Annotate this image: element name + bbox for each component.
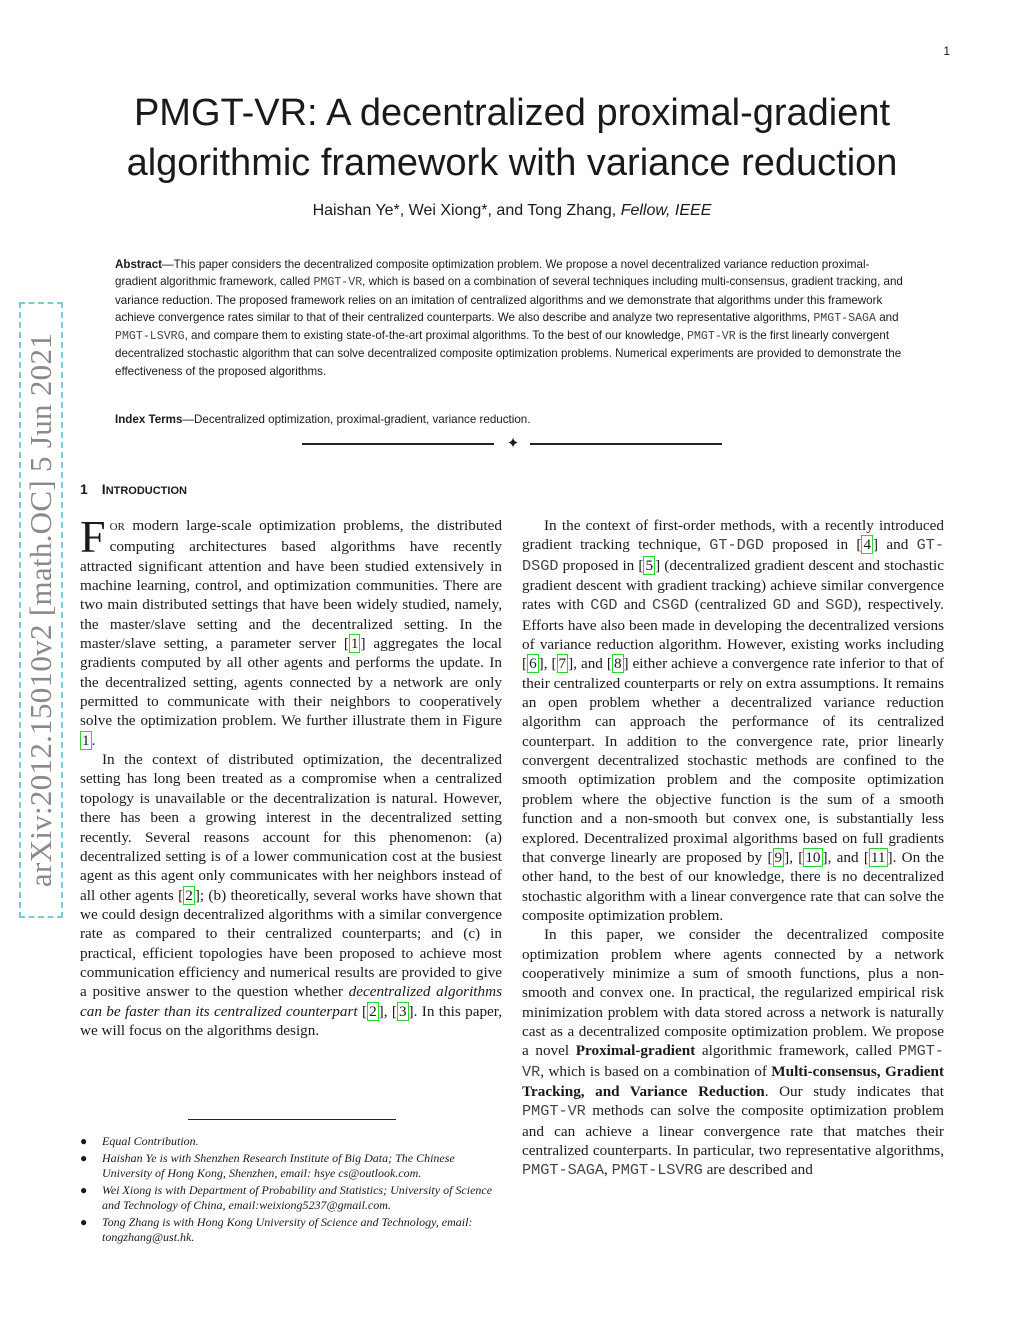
text-run: In the context of distributed optimization, the decentralized setting has long been treated as a compromise when a centralized topology is unavailable or the decentralization is natural. However, there has been a growing interest in the decentralized setting recently. Several reasons account for this phenomenon: (a) decentralized setting is of a lower communication cost at the busiest agent as this agent only communicates with her neighbors instead of all other agents <box>80 751 502 904</box>
index-terms-label: Index Terms <box>115 413 183 426</box>
text-run: (centralized <box>688 596 773 614</box>
index-terms <box>115 413 905 426</box>
text-run: In this paper, we consider the decentralized composite optimization problem where agents connected by a network cooperatively minimize a sum of smooth functions, plus a non-smooth and convex one. In practical, the regularized empirical risk minimization problem with data stored across a network is naturally cast as a decentralized composite optimization problem. We propose a novel <box>522 926 944 1060</box>
footnote-text: Tong Zhang is with Hong Kong University of Science and Technology, email: tongzhang@ust.hk. <box>102 1214 473 1244</box>
text-run: proposed in <box>558 556 639 574</box>
paragraph: FOR modern large-scale optimization problems, the distributed computing architectures based algorithms have recently attracted significant attention and have been studied extensively in machine learning, control, and optimization communities. There are two main distributed settings that have been widely studied, namely, the master/slave setting and the decentralized setting. In the master/slave setting, a parameter server [ 1 ] aggregates the local gradients computed by all other agents and performs the update. In the decentralized setting, agents connected by a network are only permitted to communicate with their neighbors to cooperatively solve the optimization problem. We further illustrate them in Figure 1 . <box>80 511 502 749</box>
abstract <box>115 256 905 380</box>
drop-cap: F <box>80 511 106 562</box>
citation-link[interactable]: 4 <box>863 536 872 554</box>
authors: Haishan Ye*, Wei Xiong*, and Tong Zhang, <box>312 202 617 219</box>
paragraph <box>522 925 944 1180</box>
citation-link[interactable]: 2 <box>185 886 193 904</box>
algorithm-name: CSGD <box>652 596 689 615</box>
text-run: , and <box>573 655 607 673</box>
footnote-item <box>80 1134 502 1150</box>
emphasis-text: decentralized algorithms can be faster than its centralized counterpart <box>80 983 503 1020</box>
text-run: (decentralized gradient descent and stochastic gradient descent with gradient tracking) achieve similar convergence rates with <box>522 556 944 614</box>
abstract-code: PMGT-SAGA <box>813 311 876 325</box>
figure-link[interactable]: 1 <box>82 731 90 749</box>
citation-link[interactable]: 3 <box>398 1002 407 1020</box>
paragraph: In the context of distributed optimization, the decentralized setting has long been treated as a compromise when a centralized topology is unavailable or the decentralization is natural. However, there has been a growing interest in the decentralized setting recently. Several reasons account for this phenomenon: (a) decentralized setting is of a lower communication cost at the busiest agent as this agent only communicates with her neighbors instead of all other agents [ 2 ]; (b) theoretically, several works have shown that we could design decentralized algorithms with a similar convergence rate as compared to their centralized counterparts; and (c) in practical, efficient topologies have been proposed to achieve most communication efficiency and numerical results are provided to give a positive answer to the question whether decentralized algorithms can be faster than its centralized counterpart [ 2 ], [ 3 ]. In this paper, we will focus on the algorithms design. <box>80 751 503 1039</box>
text-run: and <box>878 536 917 554</box>
footnote-item <box>80 1215 502 1246</box>
page-number: 1 <box>943 44 950 58</box>
text-run: ; (b) theoretically, several works have shown that we could design decentralized algorithms with a similar convergence rate as compared to their centralized counterparts; and (c) in practical, efficient topologies have been proposed to achieve most communication efficiency and numerical results are provided to give a positive answer to the question whether <box>80 886 502 1001</box>
algorithm-name: PMGT-VR <box>522 1102 586 1121</box>
text-run: algorithmic framework, called <box>695 1042 899 1060</box>
bold-text: Proximal-gradient <box>575 1042 696 1060</box>
citation-link[interactable]: 5 <box>645 556 654 574</box>
text-run: and <box>617 596 652 614</box>
divider-line <box>530 443 722 445</box>
footnote-text: Wei Xiong is with Department of Probability and Statistics; University of Science and Technology of China, email:weixiong5237@gmail.com. <box>102 1182 493 1212</box>
abstract-text: is the first linearly convergent decentralized stochastic algorithm that can solve decentralized composite optimization problems. Numerical experiments are provided to demonstrate the effectiveness of the proposed algorithms. <box>115 329 902 378</box>
algorithm-name: CGD <box>590 596 618 615</box>
abstract-text: —This paper considers the decentralized composite optimization problem. We propose a novel decentralized variance reduction proximal-gradient algorithmic framework, called <box>115 258 870 289</box>
section-heading <box>80 481 187 497</box>
algorithm-name: GT-DGD <box>709 536 764 555</box>
bold-text: Multi-consensus, Gradient Tracking, and Variance Reduction <box>522 1062 945 1100</box>
citation-link[interactable]: 10 <box>805 848 821 866</box>
text-run <box>358 1003 362 1020</box>
algorithm-name: PMGT-VR <box>522 1042 944 1081</box>
citation-link[interactable]: 8 <box>613 655 622 673</box>
footnote-item <box>80 1151 502 1182</box>
abstract-code: PMGT-LSVRG <box>115 330 185 344</box>
text-run: , <box>789 848 799 866</box>
citation-link[interactable]: 1 <box>350 635 359 653</box>
algorithm-name: PMGT-LSVRG <box>611 1161 703 1180</box>
text-run: either achieve a convergence rate inferior to that of their centralized counterparts or rely on extra assumptions. It remains an open problem whether a decentralized variance reduction algorithm can approach the performance of its centralized counterpart. In addition to the convergence rate, prior linearly convergent decentralized stochastic methods are confined to the smooth optimization problem and the composite optimization problem where the objective function is the sum of a smooth function and a non-smooth but convex one, is substantially less explored. Decentralized proximal algorithms based on full gradients that converge linearly are proposed by <box>522 655 944 866</box>
text-run: , <box>543 655 552 673</box>
section-title-initial: I <box>101 481 106 497</box>
algorithm-name: GD <box>772 596 791 615</box>
footnote-item <box>80 1183 502 1214</box>
citation-link[interactable]: 2 <box>369 1002 377 1020</box>
citation-link[interactable]: 9 <box>774 848 783 866</box>
small-caps-text: OR <box>109 521 125 533</box>
right-column <box>522 516 944 1181</box>
footnotes <box>80 1134 502 1247</box>
section-divider <box>300 434 724 454</box>
footnote-text: Haishan Ye is with Shenzhen Research Institute of Big Data; The Chinese University of Hong Kong, Shenzhen, email: hsye cs@outlook.com. <box>102 1150 455 1180</box>
bullet-icon: ● <box>80 1214 88 1229</box>
abstract-text: , which is based on a combination of several techniques including multi-consensus, gradient tracking, and variance reduction. The proposed framework relies on an imitation of centralized algorithms and we demonstrate that algorithms under this framework achieve convergence rates similar to that of their centralized counterparts. We also describe and analyze two representative algorithms, <box>115 275 903 324</box>
algorithm-name: GT-DSGD <box>522 536 944 575</box>
author-line <box>60 202 964 220</box>
text-run: aggregates the local gradients computed by all other agents and performs the update. In the decentralized setting, agents connected by a network are only permitted to communicate with their neighbors to cooperatively solve the optimization problem. We further illustrate them in Figure <box>80 635 502 730</box>
text-run: . On the other hand, to the best of our knowledge, there is no decentralized stochastic algorithm with a linear convergence rate that can solve the composite optimization problem. <box>522 848 945 924</box>
paragraph: In the context of first-order methods, with a recently introduced gradient tracking technique, GT-DGD proposed in [ 4 ] and GT-DSGD proposed in [ 5 ] (decentralized gradient descent and stochastic gradient descent with gradient tracking) achieve similar convergence rates with CGD and CSGD (centralized GD and SGD), respectively. Efforts have also been made in developing the decentralized versions of variance reduction algorithm. However, existing works including [ 6 ], [ 7 ], and [ 8 ] either achieve a convergence rate inferior to that of their centralized counterparts or rely on extra assumptions. It remains an open problem whether a decentralized variance reduction algorithm can approach the performance of its centralized counterpart. In addition to the convergence rate, prior linearly convergent decentralized stochastic methods are confined to the smooth optimization problem and the composite optimization problem where the objective function is the sum of a smooth function and a non-smooth but convex one, is substantially less explored. Decentralized proximal algorithms based on full gradients that converge linearly are proposed by [ 9 ], [ 10 ], and [ 11 ]. On the other hand, to the best of our knowledge, there is no decentralized stochastic algorithm with a linear convergence rate that can solve the composite optimization problem. <box>522 517 945 924</box>
text-run: ), respectively. Efforts have also been made in developing the decentralized versions of variance reduction algorithm. However, existing works including <box>522 596 944 654</box>
text-run: proposed in <box>763 536 857 554</box>
arxiv-stamp <box>19 302 63 918</box>
abstract-code: PMGT-VR <box>313 276 363 290</box>
arxiv-stamp-text: arXiv:2012.15010v2 [math.OC] 5 Jun 2021 <box>23 332 58 888</box>
citation-link[interactable]: 11 <box>870 848 886 866</box>
text-run: . <box>91 731 96 749</box>
abstract-text: , and compare them to existing state-of-the-art proximal algorithms. To the best of our knowledge, <box>184 329 688 343</box>
title-line-1: PMGT-VR: A decentralized proximal-gradient <box>133 92 891 134</box>
left-column <box>80 511 503 1040</box>
title-line-2: algorithmic framework with variance reduction <box>126 142 898 184</box>
footnote-rule <box>188 1119 396 1120</box>
text-run: . Our study indicates that <box>764 1082 944 1100</box>
text-run: , and <box>827 848 864 866</box>
text-run: modern large-scale optimization problems, the distributed computing architectures based algorithms have recently attracted significant attention and have been studied extensively in machine learning, control, and optimization communities. There are two main distributed settings that have been widely studied, namely, the master/slave setting and the decentralized setting. In the master/slave setting, a parameter server <box>80 517 502 653</box>
abstract-text: and <box>875 310 899 324</box>
text-run: , <box>383 1002 392 1020</box>
bullet-icon: ● <box>80 1150 88 1165</box>
footnote-text: Equal Contribution. <box>102 1134 199 1148</box>
text-run: . In this paper, we will focus on the algorithms design. <box>80 1002 503 1039</box>
text-run: and <box>790 596 826 614</box>
text-run: are described and <box>702 1161 813 1179</box>
algorithm-name: PMGT-SAGA <box>522 1161 605 1180</box>
divider-line <box>302 443 494 445</box>
divider-diamond-icon: ✦ <box>506 434 520 452</box>
section-title-rest: NTRODUCTION <box>105 485 187 497</box>
section-number: 1 <box>80 481 88 497</box>
algorithm-name: SGD <box>825 596 853 615</box>
abstract-code: PMGT-VR <box>687 330 736 344</box>
index-terms-text: —Decentralized optimization, proximal-gradient, variance reduction. <box>182 413 531 426</box>
bullet-icon: ● <box>80 1134 88 1148</box>
text-run: In the context of first-order methods, with a recently introduced gradient tracking technique, <box>522 517 944 554</box>
text-run: methods can solve the composite optimization problem and can achieve a linear convergence rate that matches their centralized counterparts. In particular, two representative algorithms, <box>522 1102 944 1159</box>
paper-title <box>60 88 964 188</box>
text-run: , which is based on a combination of <box>540 1062 772 1080</box>
abstract-label: Abstract <box>115 258 163 271</box>
citation-link[interactable]: 7 <box>558 655 567 673</box>
bullet-icon: ● <box>80 1182 88 1197</box>
text-run: , <box>604 1161 612 1179</box>
authors-role: Fellow, IEEE <box>620 202 712 219</box>
citation-link[interactable]: 6 <box>529 655 537 673</box>
